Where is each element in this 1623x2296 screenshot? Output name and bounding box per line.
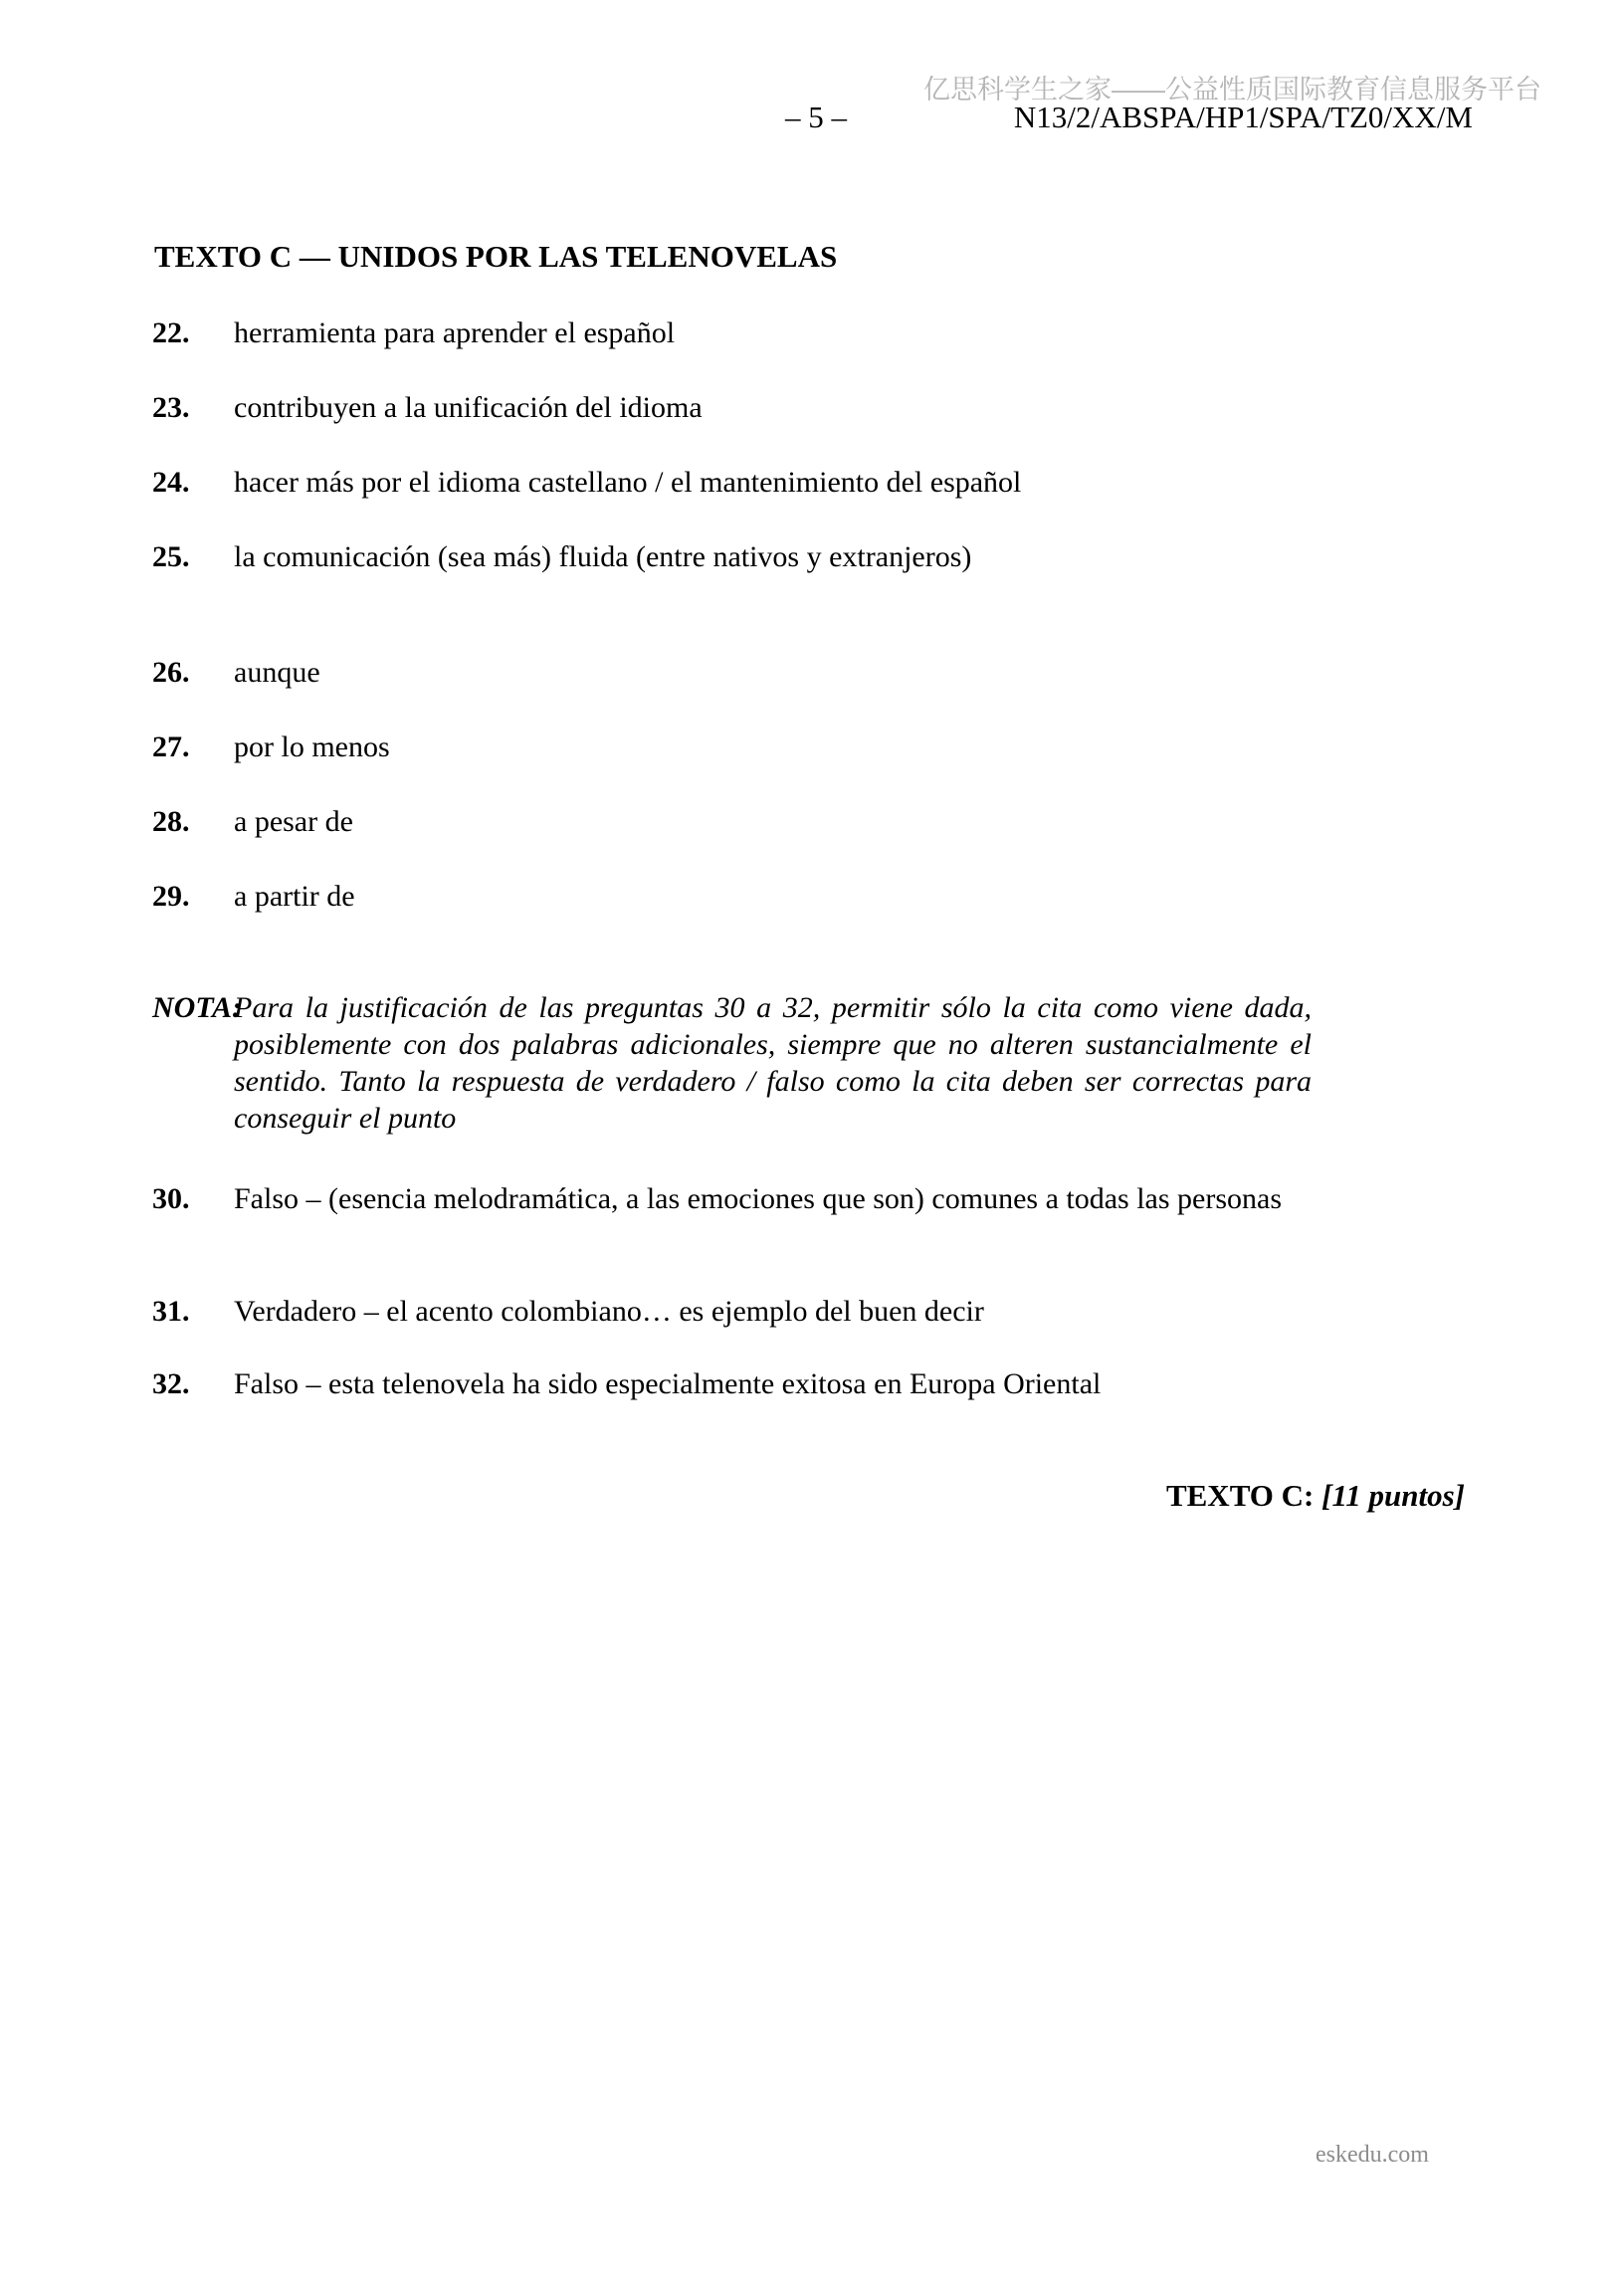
answer-text: a partir de [234,880,355,913]
answer-text: por lo menos [234,731,390,763]
footer-site-watermark: eskedu.com [1316,2142,1429,2168]
answer-text: la comunicación (sea más) fluida (entre nativos y extranjeros) [234,540,972,573]
page-number: – 5 – [785,100,847,134]
nota-label: NOTA: [152,991,242,1024]
answer-text: herramienta para aprender el español [234,316,676,349]
answer-item-31 [152,1292,1312,1332]
answer-item-27 [152,728,1312,767]
answer-item-30 [152,1179,1312,1219]
answer-item-28 [152,802,1312,842]
section-total [1166,1478,1465,1514]
answer-number: 30. [152,1182,190,1215]
nota-text: Para la justificación de las preguntas 30 a 32, permitir sólo la cita como viene dada, posiblemente con dos palabras adicionales, siempre que no alteren sustancialmente el sentido. Tanto la respuesta de verdadero / falso como la cita deben ser correctas para conseguir el punto [234,991,1312,1135]
answer-text: Falso – (esencia melodramática, a las emociones que son) comunes a todas las personas [234,1182,1283,1215]
exam-code: N13/2/ABSPA/HP1/SPA/TZ0/XX/M [1013,100,1473,134]
answer-item-24 [152,463,1312,503]
section-total-points: [11 puntos] [1321,1478,1465,1513]
answer-item-23 [152,388,1312,428]
answer-text: Falso – esta telenovela ha sido especialmente exitosa en Europa Oriental [234,1367,1102,1400]
answer-number: 24. [152,466,190,499]
answer-number: 27. [152,731,190,763]
answer-text: hacer más por el idioma castellano / el mantenimiento del español [234,466,1022,499]
watermark-chinese: 亿思科学生之家——公益性质国际教育信息服务平台 [923,75,1541,104]
answer-number: 26. [152,656,190,689]
answer-text: contribuyen a la unificación del idioma [234,391,703,424]
answer-number: 22. [152,316,190,349]
nota-block [152,989,1312,1137]
answer-text: a pesar de [234,805,353,838]
answer-item-26 [152,653,1312,693]
section-total-label: TEXTO C: [1165,1478,1315,1513]
answer-number: 29. [152,880,190,913]
answer-number: 23. [152,391,190,424]
answer-number: 31. [152,1295,190,1328]
answer-item-29 [152,877,1312,917]
answer-number: 32. [152,1367,190,1400]
answer-text: Verdadero – el acento colombiano… es ejemplo del buen decir [234,1295,984,1328]
answer-item-22 [152,313,1312,353]
section-title: TEXTO C — UNIDOS POR LAS TELENOVELAS [154,239,838,274]
answer-text: aunque [234,656,320,689]
answer-item-32 [152,1364,1312,1404]
answer-number: 28. [152,805,190,838]
answer-item-25 [152,537,1312,577]
answer-number: 25. [152,540,190,573]
